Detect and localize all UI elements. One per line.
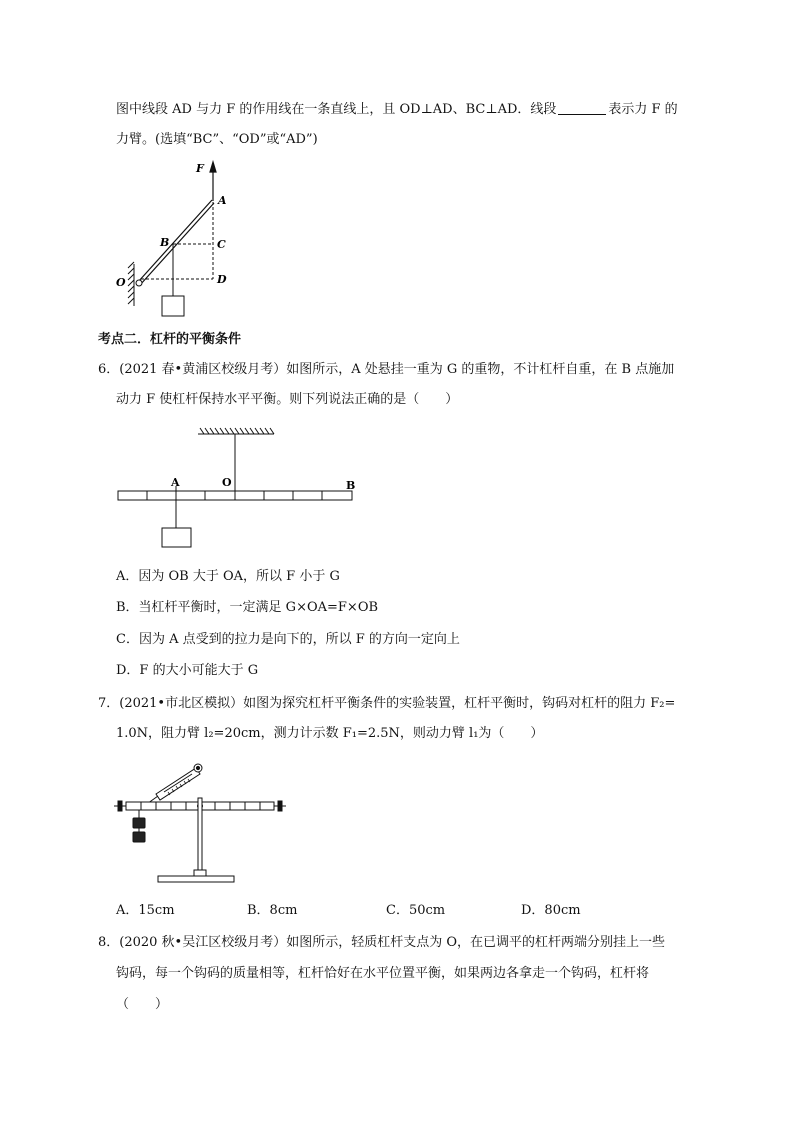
label-o: O: [116, 276, 126, 289]
label-b: B: [160, 236, 170, 249]
q7-text-line-2: 1.0N，阻力臂 l₂=20cm，测力计示数 F₁=2.5N，则动力臂 l₁为（ ）: [116, 726, 544, 741]
lever-rod: [138, 200, 214, 285]
q7-option-d[interactable]: D．80cm: [521, 903, 581, 918]
stand: [158, 798, 234, 882]
label-a: A: [171, 476, 180, 489]
q8-text-line-3: （ ）: [116, 997, 169, 1012]
hook-weights: [133, 818, 145, 842]
q5-text-part-b: 表示力 F 的: [608, 102, 678, 117]
q6-option-a[interactable]: A．因为 OB 大于 OA，所以 F 小于 G: [116, 569, 340, 584]
q6-option-c[interactable]: C．因为 A 点受到的拉力是向下的，所以 F 的方向一定向上: [116, 632, 460, 647]
ceiling-support: [198, 428, 274, 434]
spring-balance: [144, 764, 202, 806]
q6-option-b[interactable]: B．当杠杆平衡时，一定满足 G×OA=F×OB: [116, 600, 379, 615]
q5-text-line-2: 力臂。(选填“BC”、“OD”或“AD”): [116, 132, 318, 147]
q6-option-d[interactable]: D．F 的大小可能大于 G: [116, 663, 259, 678]
section-title: 考点二．杠杆的平衡条件: [98, 332, 242, 347]
hanging-weight: [162, 296, 184, 316]
q5-lever-figure: [112, 156, 242, 321]
force-arrow-f: [210, 162, 216, 201]
answer-blank[interactable]: [558, 100, 606, 115]
q8-text-line-1: 8．(2020 秋•吴江区校级月考）如图所示，轻质杠杆支点为 O，在已调平的杠杆两端分别挂上一些: [98, 935, 666, 950]
q6-text-line-2: 动力 F 使杠杆保持水平平衡。则下列说法正确的是（ ）: [116, 392, 459, 407]
wall-support: [128, 262, 134, 306]
q7-experiment-figure: [112, 758, 288, 888]
hanging-weight: [162, 528, 191, 547]
q6-text-line-1: 6．(2021 春•黄浦区校级月考）如图所示，A 处悬挂一重为 G 的重物，不计杠杆自重，在 B 点施加: [98, 362, 675, 377]
q6-lever-figure: [112, 424, 362, 552]
label-f: F: [196, 162, 204, 175]
lever-bar: [118, 491, 352, 500]
q7-option-a[interactable]: A．15cm: [116, 903, 175, 918]
q7-text-line-1: 7．(2021•市北区模拟）如图为探究杠杆平衡条件的实验装置，杠杆平衡时，钩码对杠杆的阻力 F₂=: [98, 696, 676, 711]
label-c: C: [217, 238, 226, 251]
q7-option-c[interactable]: C．50cm: [386, 903, 446, 918]
q5-text-line-1: [116, 100, 678, 120]
pivot-o: [136, 280, 142, 286]
q5-text-part-a: 图中线段 AD 与力 F 的作用线在一条直线上，且 OD⊥AD、BC⊥AD．线段: [116, 102, 557, 117]
label-o: O: [222, 476, 232, 489]
q8-text-line-2: 钩码，每一个钩码的质量相等，杠杆恰好在水平位置平衡，如果两边各拿走一个钩码，杠杆将: [116, 966, 650, 981]
label-a: A: [218, 194, 227, 207]
label-d: D: [217, 273, 227, 286]
q7-option-b[interactable]: B．8cm: [247, 903, 298, 918]
label-b: B: [346, 479, 356, 492]
